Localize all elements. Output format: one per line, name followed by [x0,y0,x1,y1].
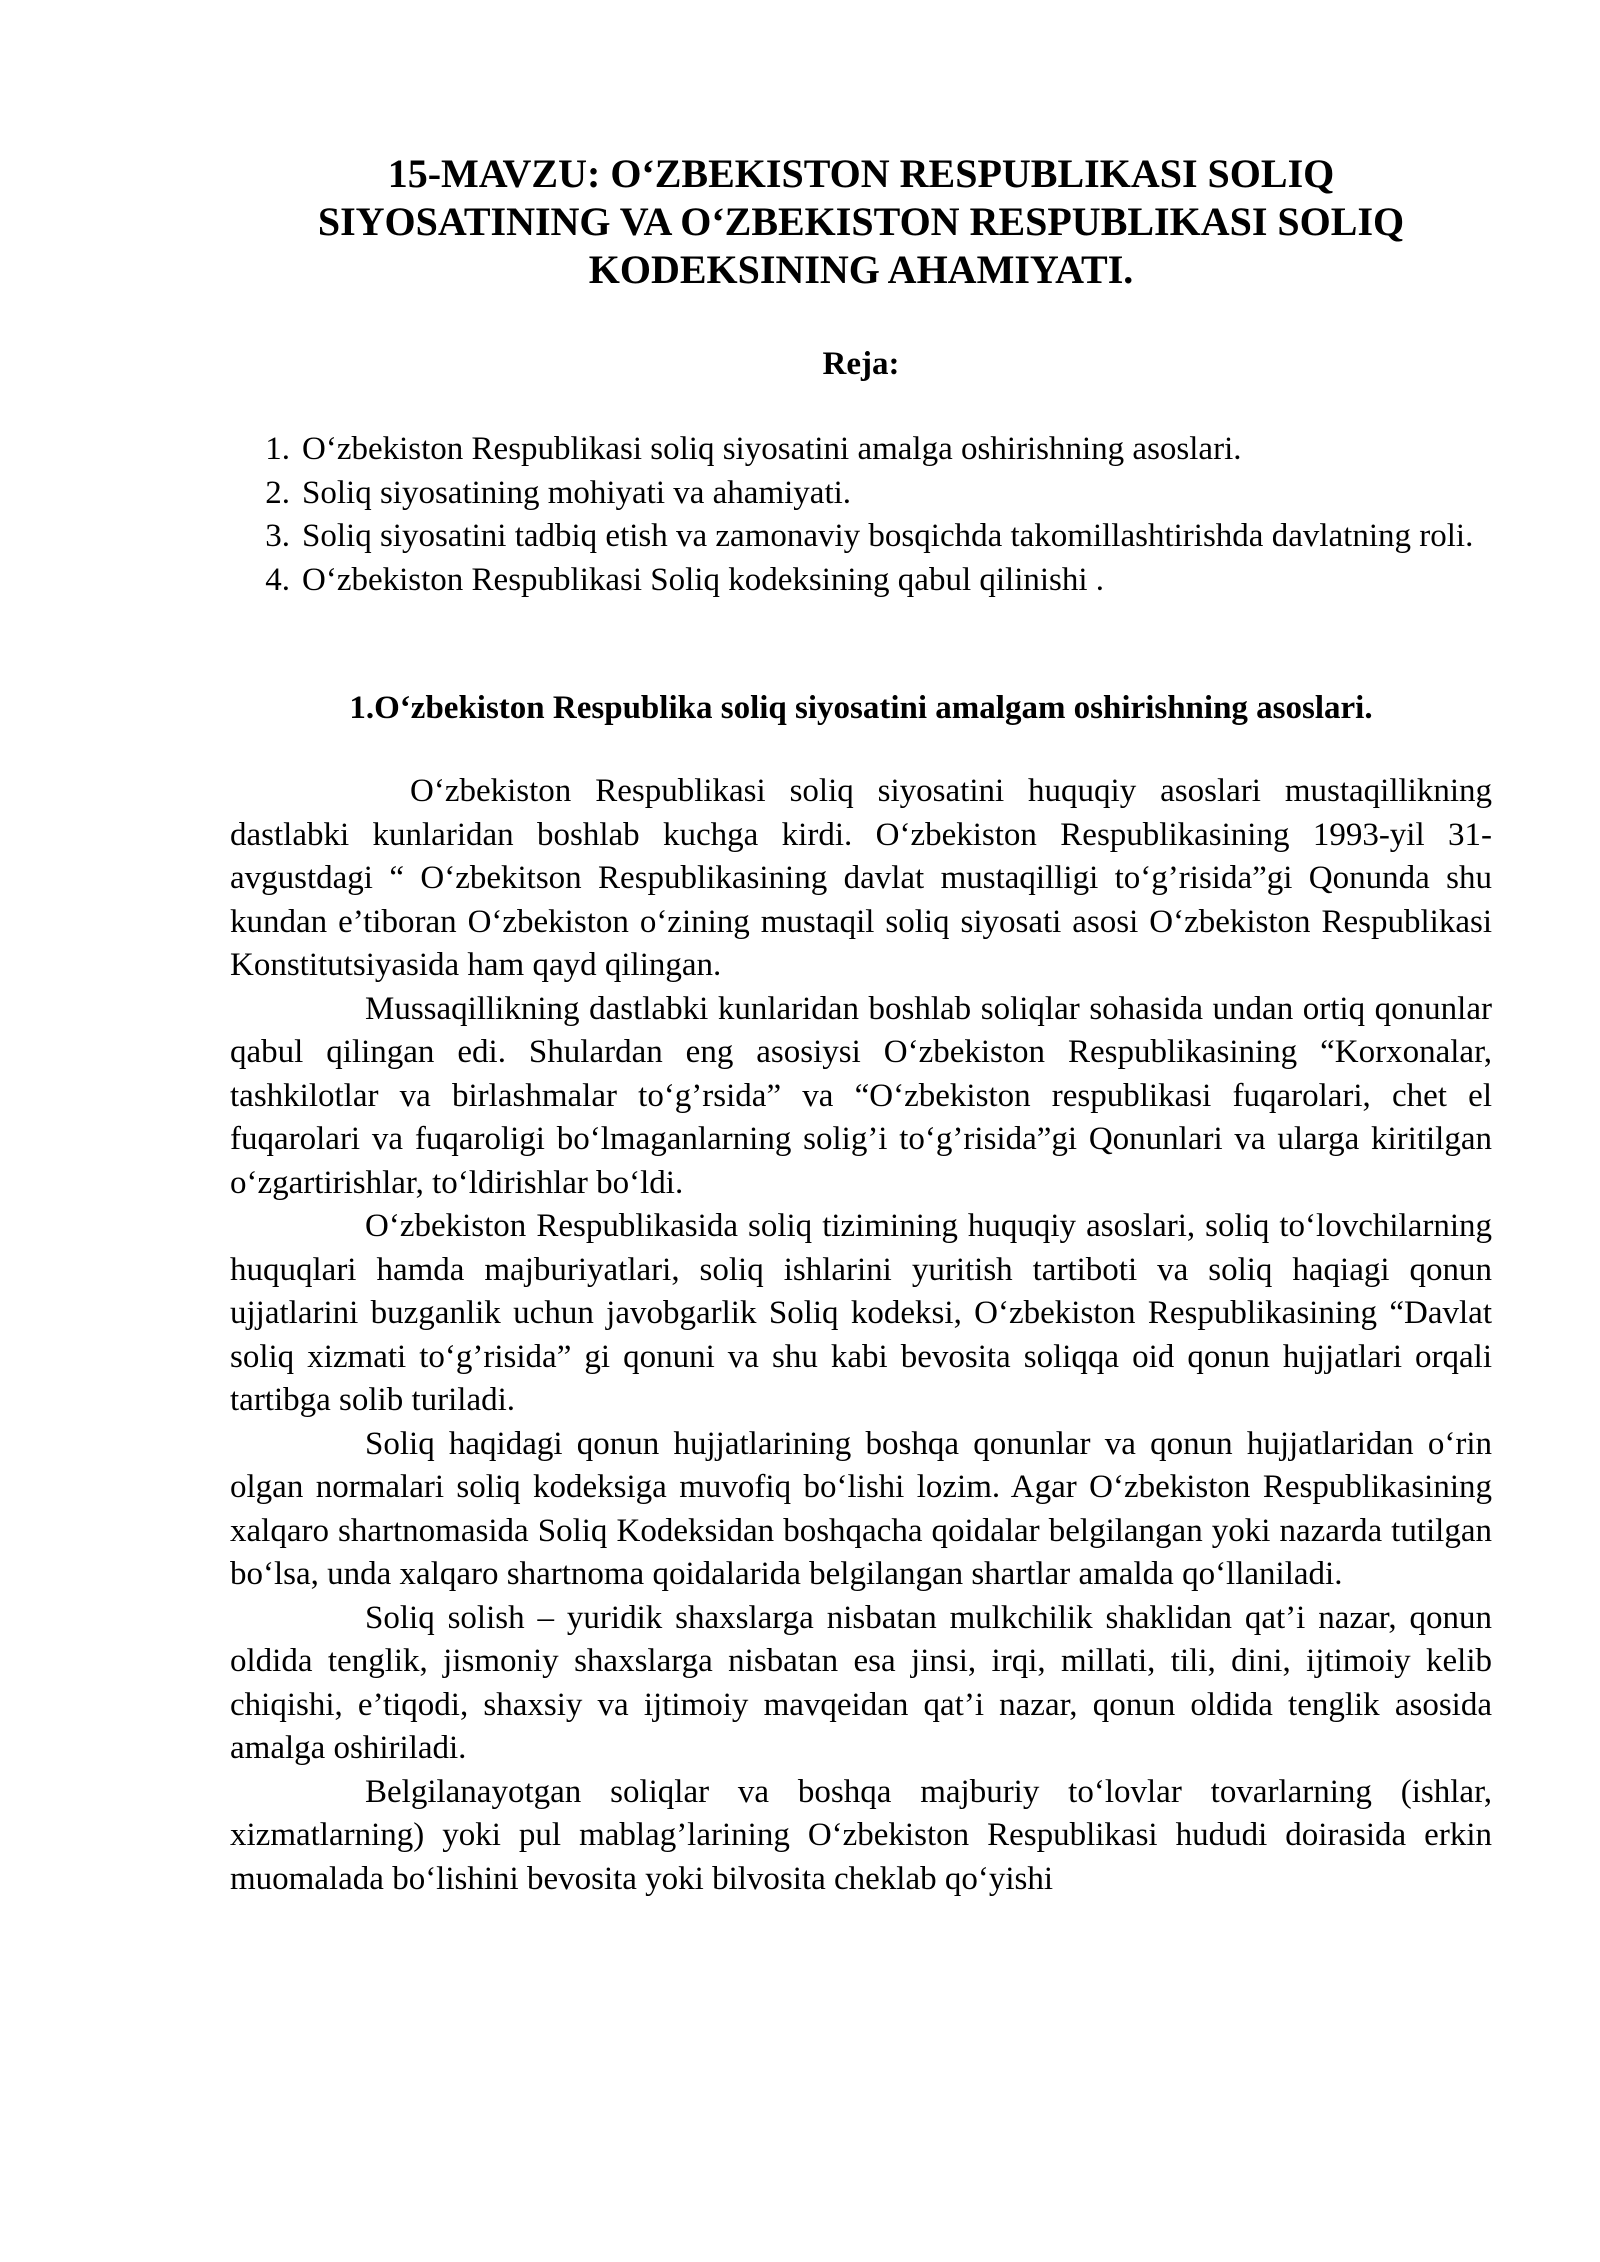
section-heading: 1.O‘zbekiston Respublika soliq siyosatini amalgam oshirishning asoslari. [349,690,1373,726]
plan-item [230,559,1492,603]
plan-item-number: 4. [265,561,290,598]
body-text [230,770,1492,1901]
plan-item-text: Soliq siyosatining mohiyati va ahamiyati. [302,474,852,511]
plan-list [230,428,1492,602]
body-paragraph: O‘zbekiston Respublikasida soliq tizimining huquqiy asoslari, soliq to‘lovchilarning huquqlari hamda majburiyatlari, soliq ishlarini yuritish tartiboti va soliq haqiagi qonun ujjatlarini buzganlik uchun javobgarlik Soliq kodeksi, O‘zbekiston Respublikasining “Davlat soliq xizmati to‘g’risida” gi qonuni va shu kabi bevosita soliqqa oid qonun hujjatlari orqali tartibga solib turiladi. [230,1208,1492,1418]
document-page [230,150,1492,1901]
plan-item-number: 1. [265,431,290,467]
body-paragraph: Soliq solish – yuridik shaxslarga nisbatan mulkchilik shaklidan qat’i nazar, qonun oldida tenglik, jismoniy shaxslarga nisbatan esa jinsi, irqi, millati, tili, dini, ijtimoiy kelib chiqishi, e’tiqodi, shaxsiy va ijtimoiy mavqeidan qat’i nazar, qonun oldida tenglik asosida amalga oshiriladi. [230,1599,1492,1766]
plan-item [230,515,1492,559]
body-paragraph: Mussaqillikning dastlabki kunlaridan boshlab soliqlar sohasida undan ortiq qonunlar qabul qilingan edi. Shulardan eng asosiysi O‘zbekiston Respublikasining “Korxonalar, tashkilotlar va birlashmalar to‘g’rsida” va “O‘zbekiston respublikasi fuqarolari, chet el fuqarolari va fuqaroligi bo‘lmaganlarning solig’i to‘g’risida”gi Qonunlari va ularga kiritilgan o‘zgartirishlar, to‘ldirishlar bo‘ldi. [230,990,1492,1201]
plan-item-number: 2. [265,474,290,511]
body-paragraph: Belgilanayotgan soliqlar va boshqa majburiy to‘lovlar tovarlarning (ishlar, xizmatlarning) yoki pul mablag’larining O‘zbekiston Respublikasi hududi doirasida erkin muomalada bo‘lishini bevosita yoki bilvosita cheklab qo‘yishi [230,1773,1492,1897]
plan-item-number: 3. [265,518,290,554]
document-title: 15-MAVZU: O‘ZBEKISTON RESPUBLIKASI SOLIQ SIYOSATINING VA O‘ZBEKISTON RESPUBLIKASI SOLIQ KODEKSINING AHAMIYATI. [317,151,1405,292]
plan-item-text: O‘zbekiston Respublikasi soliq siyosatini amalga oshirishning asoslari. [302,431,1242,467]
plan-item-text: O‘zbekiston Respublikasi Soliq kodeksining qabul qilinishi . [302,561,1105,598]
plan-item [230,428,1492,472]
body-paragraph: O‘zbekiston Respublikasi soliq siyosatini huquqiy asoslari mustaqillikning dastlabki kunlaridan boshlab kuchga kirdi. O‘zbekiston Respublikasining 1993-yil 31-avgustdagi “ O‘zbekitson Respublikasining davlat mustaqilligi to‘g’risida”gi Qonunda shu kundan e’tiboran O‘zbekiston o‘zining mustaqil soliq siyosati asosi O‘zbekiston Respublikasi Konstitutsiyasida ham qayd qilingan. [230,773,1492,983]
plan-heading: Reja: [822,346,900,382]
plan-item-text: Soliq siyosatini tadbiq etish va zamonaviy bosqichda takomillashtirishda davlatning roli. [302,518,1474,554]
plan-item [230,472,1492,516]
body-paragraph: Soliq haqidagi qonun hujjatlarining boshqa qonunlar va qonun hujjatlaridan o‘rin olgan normalari soliq kodeksiga muvofiq bo‘lishi lozim. Agar O‘zbekiston Respublikasining xalqaro shartnomasida Soliq Kodeksidan boshqacha qoidalar belgilangan yoki nazarda tutilgan bo‘lsa, unda xalqaro shartnoma qoidalarida belgilangan shartlar amalda qo‘llaniladi. [230,1425,1492,1592]
